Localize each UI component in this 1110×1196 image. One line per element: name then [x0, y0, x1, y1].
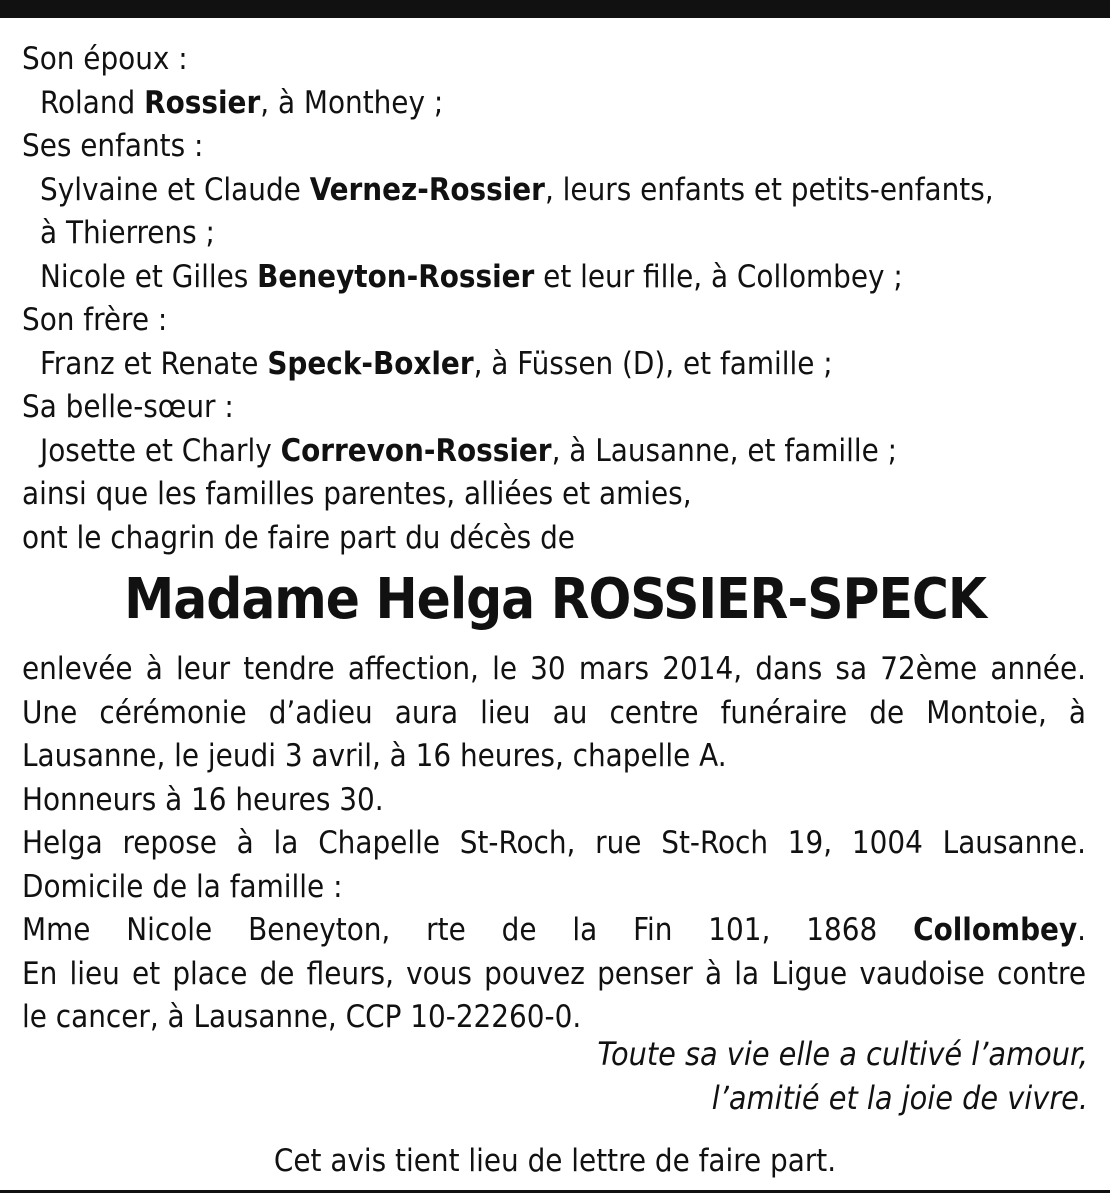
- donation-line: En lieu et place de fleurs, vous pouvez penser à la Ligue vaudoise contre: [22, 955, 1086, 992]
- donation-account-line: le cancer, à Lausanne, CCP 10-22260-0.: [22, 999, 582, 1035]
- child-entry-1: Sylvaine et Claude Vernez-Rossier, leurs enfants et petits-enfants,: [40, 171, 994, 208]
- domicile-address: Mme Nicole Beneyton, rte de la Fin 101, 1868 Collombey.: [22, 912, 1086, 948]
- deceased-name: Madame Helga ROSSIER-SPECK: [124, 567, 986, 632]
- sister-in-law-entry: Josette et Charly Correvon-Rossier, à Lausanne, et famille ;: [40, 432, 898, 469]
- ceremony-time-line: Lausanne, le jeudi 3 avril, à 16 heures, chapelle A.: [22, 738, 727, 774]
- brother-surname: Speck-Boxler: [267, 345, 474, 382]
- brother-heading: Son frère :: [22, 302, 168, 338]
- child-entry-2: Nicole et Gilles Beneyton-Rossier et leur fille, à Collombey ;: [40, 258, 903, 295]
- child-surname-1: Vernez-Rossier: [309, 171, 545, 208]
- quote-line-2: l’amitié et la joie de vivre.: [711, 1079, 1088, 1117]
- ceremony-details: [22, 648, 1086, 1040]
- child-surname-2: Beneyton-Rossier: [257, 258, 535, 295]
- bottom-border: [0, 1190, 1110, 1193]
- spouse-surname: Rossier: [144, 84, 261, 121]
- quote-line-1: Toute sa vie elle a cultivé l’amour,: [597, 1035, 1088, 1073]
- domicile-town: Collombey: [913, 912, 1078, 948]
- brother-entry: Franz et Renate Speck-Boxler, à Füssen (D), et famille ;: [40, 345, 833, 382]
- death-date-line: enlevée à leur tendre affection, le 30 mars 2014, dans sa 72ème année.: [22, 651, 1086, 687]
- top-border: [0, 0, 1110, 18]
- memorial-quote: [597, 1032, 1088, 1120]
- honours-line: Honneurs à 16 heures 30.: [22, 781, 384, 818]
- relatives-line: ainsi que les familles parentes, alliées et amies,: [22, 476, 692, 512]
- children-heading: Ses enfants :: [22, 128, 204, 164]
- spouse-heading: Son époux :: [22, 41, 188, 77]
- ceremony-line: Une cérémonie d’adieu aura lieu au centre funéraire de Montoie, à: [22, 694, 1086, 731]
- family-list: [22, 38, 1092, 560]
- domicile-heading: Domicile de la famille :: [22, 868, 343, 905]
- spouse-entry: Roland Rossier, à Monthey ;: [40, 84, 444, 121]
- sister-in-law-heading: Sa belle-sœur :: [22, 389, 234, 425]
- notice-footer: Cet avis tient lieu de lettre de faire part.: [273, 1143, 837, 1179]
- rest-place-line: Helga repose à la Chapelle St-Roch, rue St-Roch 19, 1004 Lausanne.: [22, 825, 1086, 861]
- announcement-line: ont le chagrin de faire part du décès de: [22, 519, 575, 556]
- child-entry-1-place: à Thierrens ;: [40, 215, 215, 251]
- sister-in-law-surname: Correvon-Rossier: [280, 432, 552, 469]
